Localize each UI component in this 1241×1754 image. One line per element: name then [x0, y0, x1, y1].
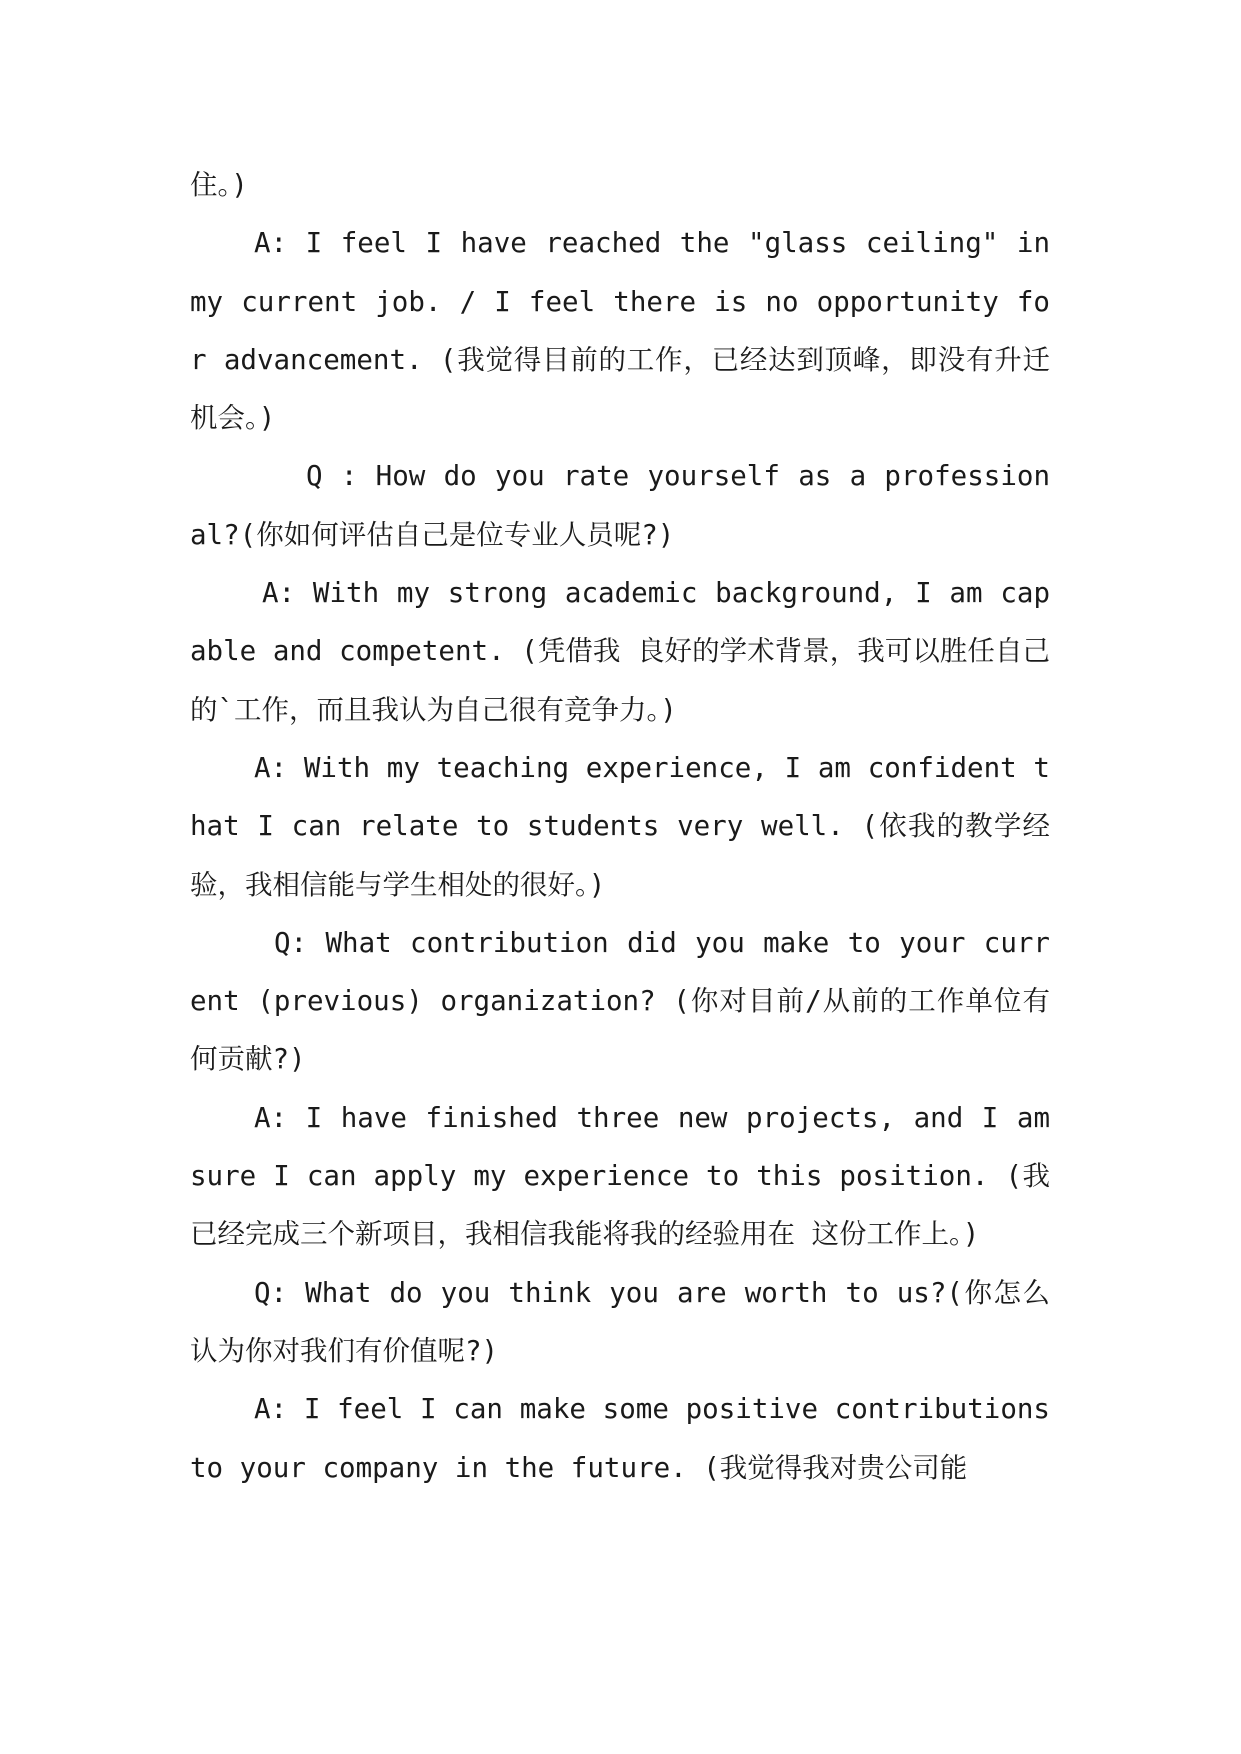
- answer-new-projects: A: I have finished three new projects, and I am sure I can apply my experience to this position. (我已经完成三个新项目，我相信我能将我的经验用在 这份工作上。): [190, 1101, 1050, 1251]
- answer-academic-background: A: With my strong academic background, I am capable and competent. (凭借我 良好的学术背景，我可以胜任自己的`工作，而且我认为自己很有竞争力。): [190, 577, 1050, 726]
- paragraph-continuation: 住。): [190, 169, 248, 201]
- answer-glass-ceiling: A: I feel I have reached the "glass ceiling" in my current job. / I feel there is no opportunity for advancement. (我觉得目前的工作，已经达到顶峰，即没有升迁机会。): [190, 227, 1050, 435]
- question-rate-yourself: Q : How do you rate yourself as a professional?(你如何评估自己是位专业人员呢?): [190, 460, 1050, 551]
- answer-positive-contributions: A: I feel I can make some positive contributions to your company in the future. (我觉得我对贵公司能: [190, 1393, 1050, 1484]
- answer-teaching-experience: A: With my teaching experience, I am confident that I can relate to students very well. (依我的教学经验，我相信能与学生相处的很好。): [190, 751, 1050, 901]
- question-worth-to-us: Q: What do you think you are worth to us?(你怎么认为你对我们有价值呢?): [190, 1276, 1050, 1367]
- question-contribution: Q: What contribution did you make to your current (previous) organization? (你对目前/从前的工作单位有何贡献?): [190, 926, 1050, 1076]
- document-body: [190, 156, 1050, 1497]
